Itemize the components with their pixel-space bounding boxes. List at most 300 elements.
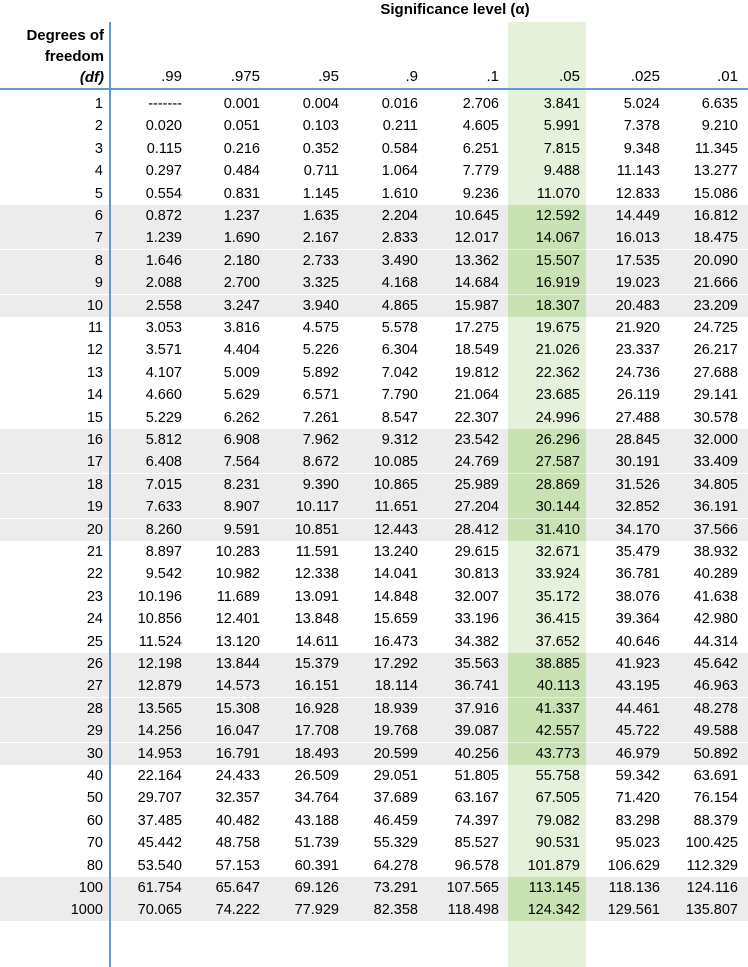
value-cell: 16.151 [294, 678, 339, 695]
alpha-header-1: .99 [161, 68, 182, 85]
value-cell: 27.488 [615, 409, 660, 426]
value-cell: 14.953 [137, 745, 182, 762]
table-row [0, 429, 748, 451]
value-cell: 90.531 [535, 835, 580, 852]
value-cell: 10.865 [373, 476, 418, 493]
value-cell: 2.833 [381, 230, 418, 247]
value-cell: 6.262 [223, 409, 260, 426]
value-cell: 23.542 [454, 432, 499, 448]
value-cell: 3.247 [223, 297, 260, 314]
value-cell: 12.592 [535, 208, 580, 224]
value-cell: 20.090 [693, 252, 738, 269]
value-cell: 41.923 [615, 656, 660, 672]
value-cell: 16.013 [615, 230, 660, 247]
table-row [0, 474, 748, 496]
table-row [0, 899, 748, 921]
value-cell: 1.635 [302, 208, 339, 224]
value-cell: 13.091 [294, 588, 339, 605]
value-cell: 23.685 [535, 387, 580, 404]
significance-level-title: Significance level (α) [380, 1, 530, 18]
df-cell: 21 [86, 544, 103, 560]
value-cell: 29.051 [373, 768, 418, 784]
table-row [0, 295, 748, 317]
value-cell: 37.566 [693, 521, 738, 538]
value-cell: 27.204 [454, 499, 499, 516]
value-cell: 3.841 [543, 96, 580, 112]
value-cell: 26.217 [693, 342, 738, 359]
alpha-header-2: .975 [230, 68, 260, 85]
value-cell: 6.408 [145, 454, 182, 471]
value-cell: 15.987 [454, 297, 499, 314]
table-row [0, 317, 748, 339]
alpha-header-7: .025 [630, 68, 660, 85]
value-cell: 0.020 [145, 118, 182, 135]
value-cell: 45.722 [615, 723, 660, 740]
table-row [0, 250, 748, 272]
value-cell: 61.754 [137, 880, 182, 896]
df-cell: 30 [86, 745, 103, 762]
value-cell: 44.461 [615, 700, 660, 717]
alpha-header-3: .95 [318, 68, 339, 85]
table-row [0, 339, 748, 361]
value-cell: 13.120 [215, 633, 260, 650]
value-cell: 13.844 [215, 656, 260, 672]
value-cell: 6.571 [302, 387, 339, 404]
value-cell: 33.409 [693, 454, 738, 471]
value-cell: 3.053 [145, 320, 182, 336]
value-cell: 0.297 [145, 163, 182, 180]
value-cell: 22.362 [535, 364, 580, 381]
value-cell: 79.082 [535, 812, 580, 829]
value-cell: 4.575 [302, 320, 339, 336]
table-row [0, 362, 748, 384]
value-cell: 77.929 [294, 902, 339, 919]
value-cell: 24.433 [215, 768, 260, 784]
value-cell: 16.928 [294, 700, 339, 717]
value-cell: 42.557 [535, 723, 580, 740]
value-cell: 71.420 [615, 790, 660, 807]
value-cell: 11.524 [138, 633, 182, 650]
value-cell: 5.024 [623, 96, 660, 112]
value-cell: 18.549 [454, 342, 499, 359]
value-cell: 85.527 [454, 835, 499, 852]
value-cell: 0.584 [381, 140, 418, 157]
value-cell: 6.304 [381, 342, 418, 359]
value-cell: 44.314 [693, 633, 738, 650]
df-cell: 8 [94, 252, 103, 269]
value-cell: 33.924 [535, 566, 580, 583]
value-cell: 19.768 [373, 723, 418, 740]
value-cell: 34.382 [454, 633, 499, 650]
value-cell: 9.542 [145, 566, 182, 583]
value-cell: 73.291 [373, 880, 418, 896]
value-cell: 13.565 [137, 700, 182, 717]
value-cell: 22.164 [137, 768, 182, 784]
value-cell: 30.813 [454, 566, 499, 583]
value-cell: 55.329 [373, 835, 418, 852]
value-cell: 36.415 [535, 611, 580, 628]
df-cell: 18 [86, 476, 103, 493]
value-cell: 12.017 [454, 230, 499, 247]
value-cell: 40.256 [454, 745, 499, 762]
value-cell: 5.892 [302, 364, 339, 381]
value-cell: 101.879 [527, 857, 580, 874]
value-cell: 14.573 [215, 678, 260, 695]
value-cell: 16.919 [535, 275, 580, 292]
value-cell: 0.554 [145, 185, 182, 202]
value-cell: 9.312 [381, 432, 418, 448]
value-cell: 35.479 [615, 544, 660, 560]
table-row [0, 631, 748, 653]
df-cell: 40 [86, 768, 103, 784]
value-cell: 20.483 [615, 297, 660, 314]
value-cell: 39.087 [454, 723, 499, 740]
value-cell: 7.378 [623, 118, 660, 135]
df-header-line-1: Degrees of [26, 27, 104, 44]
value-cell: 46.459 [373, 812, 418, 829]
table-row [0, 765, 748, 787]
value-cell: 40.113 [536, 678, 580, 695]
value-cell: 31.526 [615, 476, 660, 493]
value-cell: 23.209 [693, 297, 738, 314]
value-cell: 11.143 [616, 163, 660, 180]
value-cell: 0.352 [302, 140, 339, 157]
value-cell: 19.812 [454, 364, 499, 381]
value-cell: 10.117 [295, 499, 339, 516]
value-cell: 40.646 [615, 633, 660, 650]
value-cell: 10.851 [294, 521, 339, 538]
table-row [0, 743, 748, 765]
value-cell: 37.652 [535, 633, 580, 650]
value-cell: 18.475 [693, 230, 738, 247]
table-row [0, 496, 748, 518]
value-cell: 1.239 [145, 230, 182, 247]
value-cell: 5.812 [145, 432, 182, 448]
value-cell: 7.790 [381, 387, 418, 404]
value-cell: 28.412 [454, 521, 499, 538]
value-cell: 32.000 [693, 432, 738, 448]
value-cell: 45.642 [693, 656, 738, 672]
table-row [0, 675, 748, 697]
value-cell: 100.425 [685, 835, 738, 852]
value-cell: 50.892 [693, 745, 738, 762]
table-row [0, 160, 748, 182]
df-cell: 12 [86, 342, 103, 359]
value-cell: 17.708 [294, 723, 339, 740]
df-cell: 6 [94, 208, 103, 224]
value-cell: 12.879 [137, 678, 182, 695]
value-cell: 11.345 [694, 140, 738, 157]
value-cell: 32.852 [615, 499, 660, 516]
value-cell: 6.251 [462, 140, 499, 157]
value-cell: 21.026 [535, 342, 580, 359]
value-cell: 7.261 [302, 409, 339, 426]
df-cell: 25 [86, 633, 103, 650]
value-cell: 2.204 [381, 208, 418, 224]
value-cell: 10.196 [137, 588, 182, 605]
value-cell: 4.660 [145, 387, 182, 404]
df-cell: 10 [86, 297, 103, 314]
header-rule [0, 88, 748, 90]
table-row [0, 698, 748, 720]
value-cell: 2.180 [223, 252, 260, 269]
value-cell: 76.154 [693, 790, 738, 807]
df-cell: 14 [86, 387, 103, 404]
value-cell: 24.725 [693, 320, 738, 336]
value-cell: 34.170 [615, 521, 660, 538]
value-cell: 38.885 [535, 656, 580, 672]
df-cell: 26 [86, 656, 103, 672]
df-cell: 7 [94, 230, 103, 247]
value-cell: 38.076 [615, 588, 660, 605]
value-cell: 17.535 [615, 252, 660, 269]
df-header-line-3: (df) [79, 69, 104, 86]
table-row [0, 563, 748, 585]
value-cell: 32.357 [215, 790, 260, 807]
value-cell: 9.591 [223, 521, 260, 538]
value-cell: 2.706 [462, 96, 499, 112]
value-cell: 21.064 [454, 387, 499, 404]
value-cell: 38.932 [693, 544, 738, 560]
value-cell: 74.222 [215, 902, 260, 919]
df-cell: 24 [86, 611, 103, 628]
value-cell: 7.962 [302, 432, 339, 448]
value-cell: 34.805 [693, 476, 738, 493]
value-cell: 32.671 [535, 544, 580, 560]
value-cell: 40.482 [215, 812, 260, 829]
table-row [0, 183, 748, 205]
value-cell: 12.443 [373, 521, 418, 538]
value-cell: 2.558 [145, 297, 182, 314]
df-cell: 9 [94, 275, 103, 292]
value-cell: 53.540 [137, 857, 182, 874]
value-cell: 12.198 [137, 656, 182, 672]
value-cell: 14.684 [454, 275, 499, 292]
df-cell: 100 [78, 880, 103, 896]
table-row [0, 541, 748, 563]
value-cell: 88.379 [693, 812, 738, 829]
value-cell: 9.390 [302, 476, 339, 493]
value-cell: 5.629 [223, 387, 260, 404]
table-row [0, 832, 748, 854]
alpha-header-5: .1 [486, 68, 499, 85]
value-cell: 8.907 [223, 499, 260, 516]
value-cell: 10.085 [373, 454, 418, 471]
df-cell: 22 [86, 566, 103, 583]
value-cell: 43.773 [535, 745, 580, 762]
value-cell: 95.023 [615, 835, 660, 852]
value-cell: 46.963 [693, 678, 738, 695]
value-cell: 0.016 [381, 96, 418, 112]
df-cell: 29 [86, 723, 103, 740]
value-cell: 113.145 [528, 880, 580, 896]
value-cell: 69.126 [294, 880, 339, 896]
value-cell: 21.666 [693, 275, 738, 292]
value-cell: 11.070 [536, 185, 580, 202]
value-cell: 8.231 [223, 476, 260, 493]
value-cell: 12.833 [615, 185, 660, 202]
df-cell: 5 [94, 185, 103, 202]
value-cell: 27.587 [535, 454, 580, 471]
value-cell: 3.490 [381, 252, 418, 269]
value-cell: 18.307 [535, 297, 580, 314]
value-cell: 27.688 [693, 364, 738, 381]
value-cell: 0.211 [382, 118, 418, 135]
value-cell: 45.442 [137, 835, 182, 852]
value-cell: 8.260 [145, 521, 182, 538]
value-cell: 3.571 [145, 342, 182, 359]
table-row [0, 787, 748, 809]
value-cell: 42.980 [693, 611, 738, 628]
df-cell: 23 [86, 588, 103, 605]
value-cell: 9.488 [543, 163, 580, 180]
df-cell: 13 [86, 364, 103, 381]
value-cell: 29.615 [454, 544, 499, 560]
df-cell: 80 [86, 857, 103, 874]
value-cell: 17.292 [373, 656, 418, 672]
value-cell: 82.358 [373, 902, 418, 919]
value-cell: 8.897 [145, 544, 182, 560]
value-cell: 15.379 [294, 656, 339, 672]
value-cell: 1.237 [223, 208, 260, 224]
value-cell: 129.561 [607, 902, 660, 919]
value-cell: 9.348 [623, 140, 660, 157]
value-cell: 31.410 [535, 521, 580, 538]
value-cell: 11.689 [216, 588, 260, 605]
value-cell: 5.991 [543, 118, 580, 135]
value-cell: 28.869 [535, 476, 580, 493]
table-row [0, 653, 748, 675]
table-row [0, 93, 748, 115]
value-cell: 14.848 [373, 588, 418, 605]
value-cell: 0.216 [223, 140, 260, 157]
value-cell: 0.711 [303, 163, 339, 180]
value-cell: 63.167 [454, 790, 499, 807]
value-cell: 107.565 [446, 880, 499, 896]
value-cell: 1.145 [302, 185, 339, 202]
value-cell: 23.337 [615, 342, 660, 359]
df-cell: 4 [94, 163, 103, 180]
value-cell: 3.940 [302, 297, 339, 314]
value-cell: 112.329 [686, 857, 738, 874]
value-cell: 0.001 [223, 96, 260, 112]
df-cell: 3 [94, 140, 103, 157]
value-cell: 33.196 [454, 611, 499, 628]
table-row [0, 720, 748, 742]
value-cell: 5.578 [381, 320, 418, 336]
value-cell: 12.401 [215, 611, 260, 628]
value-cell: 3.325 [302, 275, 339, 292]
value-cell: 24.996 [535, 409, 580, 426]
value-cell: 1.064 [381, 163, 418, 180]
value-cell: 29.141 [693, 387, 738, 404]
value-cell: 64.278 [373, 857, 418, 874]
value-cell: 13.240 [373, 544, 418, 560]
value-cell: 15.659 [373, 611, 418, 628]
value-cell: 14.256 [137, 723, 182, 740]
value-cell: 18.493 [294, 745, 339, 762]
value-cell: 0.103 [302, 118, 339, 135]
value-cell: 28.845 [615, 432, 660, 448]
value-cell: 0.484 [223, 163, 260, 180]
value-cell: 51.739 [294, 835, 339, 852]
value-cell: 30.578 [693, 409, 738, 426]
value-cell: 40.289 [693, 566, 738, 583]
df-column-rule [109, 22, 111, 967]
value-cell: 48.758 [215, 835, 260, 852]
table-row [0, 451, 748, 473]
df-cell: 27 [86, 678, 103, 695]
value-cell: 0.115 [146, 140, 182, 157]
df-cell: 1 [94, 96, 103, 112]
value-cell: 4.865 [381, 297, 418, 314]
value-cell: 5.229 [145, 409, 182, 426]
value-cell: 24.769 [454, 454, 499, 471]
value-cell: 124.342 [527, 902, 580, 919]
value-cell: 29.707 [137, 790, 182, 807]
value-cell: 16.047 [215, 723, 260, 740]
value-cell: 17.275 [454, 320, 499, 336]
value-cell: 16.791 [215, 745, 260, 762]
df-cell: 17 [86, 454, 103, 471]
value-cell: 0.004 [302, 96, 339, 112]
value-cell: 4.404 [223, 342, 260, 359]
value-cell: 18.114 [374, 678, 418, 695]
value-cell: 118.136 [608, 880, 660, 896]
value-cell: 55.758 [535, 768, 580, 784]
table-row [0, 272, 748, 294]
value-cell: 5.226 [302, 342, 339, 359]
value-cell: 13.848 [294, 611, 339, 628]
value-cell: 0.872 [145, 208, 182, 224]
table-row [0, 227, 748, 249]
table-row [0, 519, 748, 541]
value-cell: 10.645 [454, 208, 499, 224]
value-cell: 8.547 [381, 409, 418, 426]
value-cell: 13.277 [693, 163, 738, 180]
value-cell: 14.611 [295, 633, 339, 650]
value-cell: 15.507 [535, 252, 580, 269]
value-cell: 135.807 [685, 902, 738, 919]
value-cell: 26.509 [294, 768, 339, 784]
value-cell: 39.364 [615, 611, 660, 628]
df-cell: 2 [94, 118, 103, 135]
value-cell: 25.989 [454, 476, 499, 493]
value-cell: 9.236 [462, 185, 499, 202]
value-cell: 65.647 [215, 880, 260, 896]
value-cell: 26.296 [535, 432, 580, 448]
value-cell: 14.041 [373, 566, 418, 583]
df-cell: 19 [86, 499, 103, 516]
value-cell: 57.153 [215, 857, 260, 874]
table-row [0, 205, 748, 227]
value-cell: 43.195 [615, 678, 660, 695]
value-cell: 16.473 [373, 633, 418, 650]
value-cell: 36.781 [615, 566, 660, 583]
df-cell: 60 [86, 812, 103, 829]
table-row [0, 855, 748, 877]
value-cell: 34.764 [294, 790, 339, 807]
value-cell: 12.338 [294, 566, 339, 583]
value-cell: 6.635 [701, 96, 738, 112]
value-cell: 4.107 [145, 364, 182, 381]
value-cell: 1.610 [381, 185, 418, 202]
value-cell: 70.065 [137, 902, 182, 919]
value-cell: 2.088 [145, 275, 182, 292]
alpha-header-4: .9 [405, 68, 418, 85]
value-cell: 37.916 [454, 700, 499, 717]
value-cell: 11.651 [374, 499, 418, 516]
